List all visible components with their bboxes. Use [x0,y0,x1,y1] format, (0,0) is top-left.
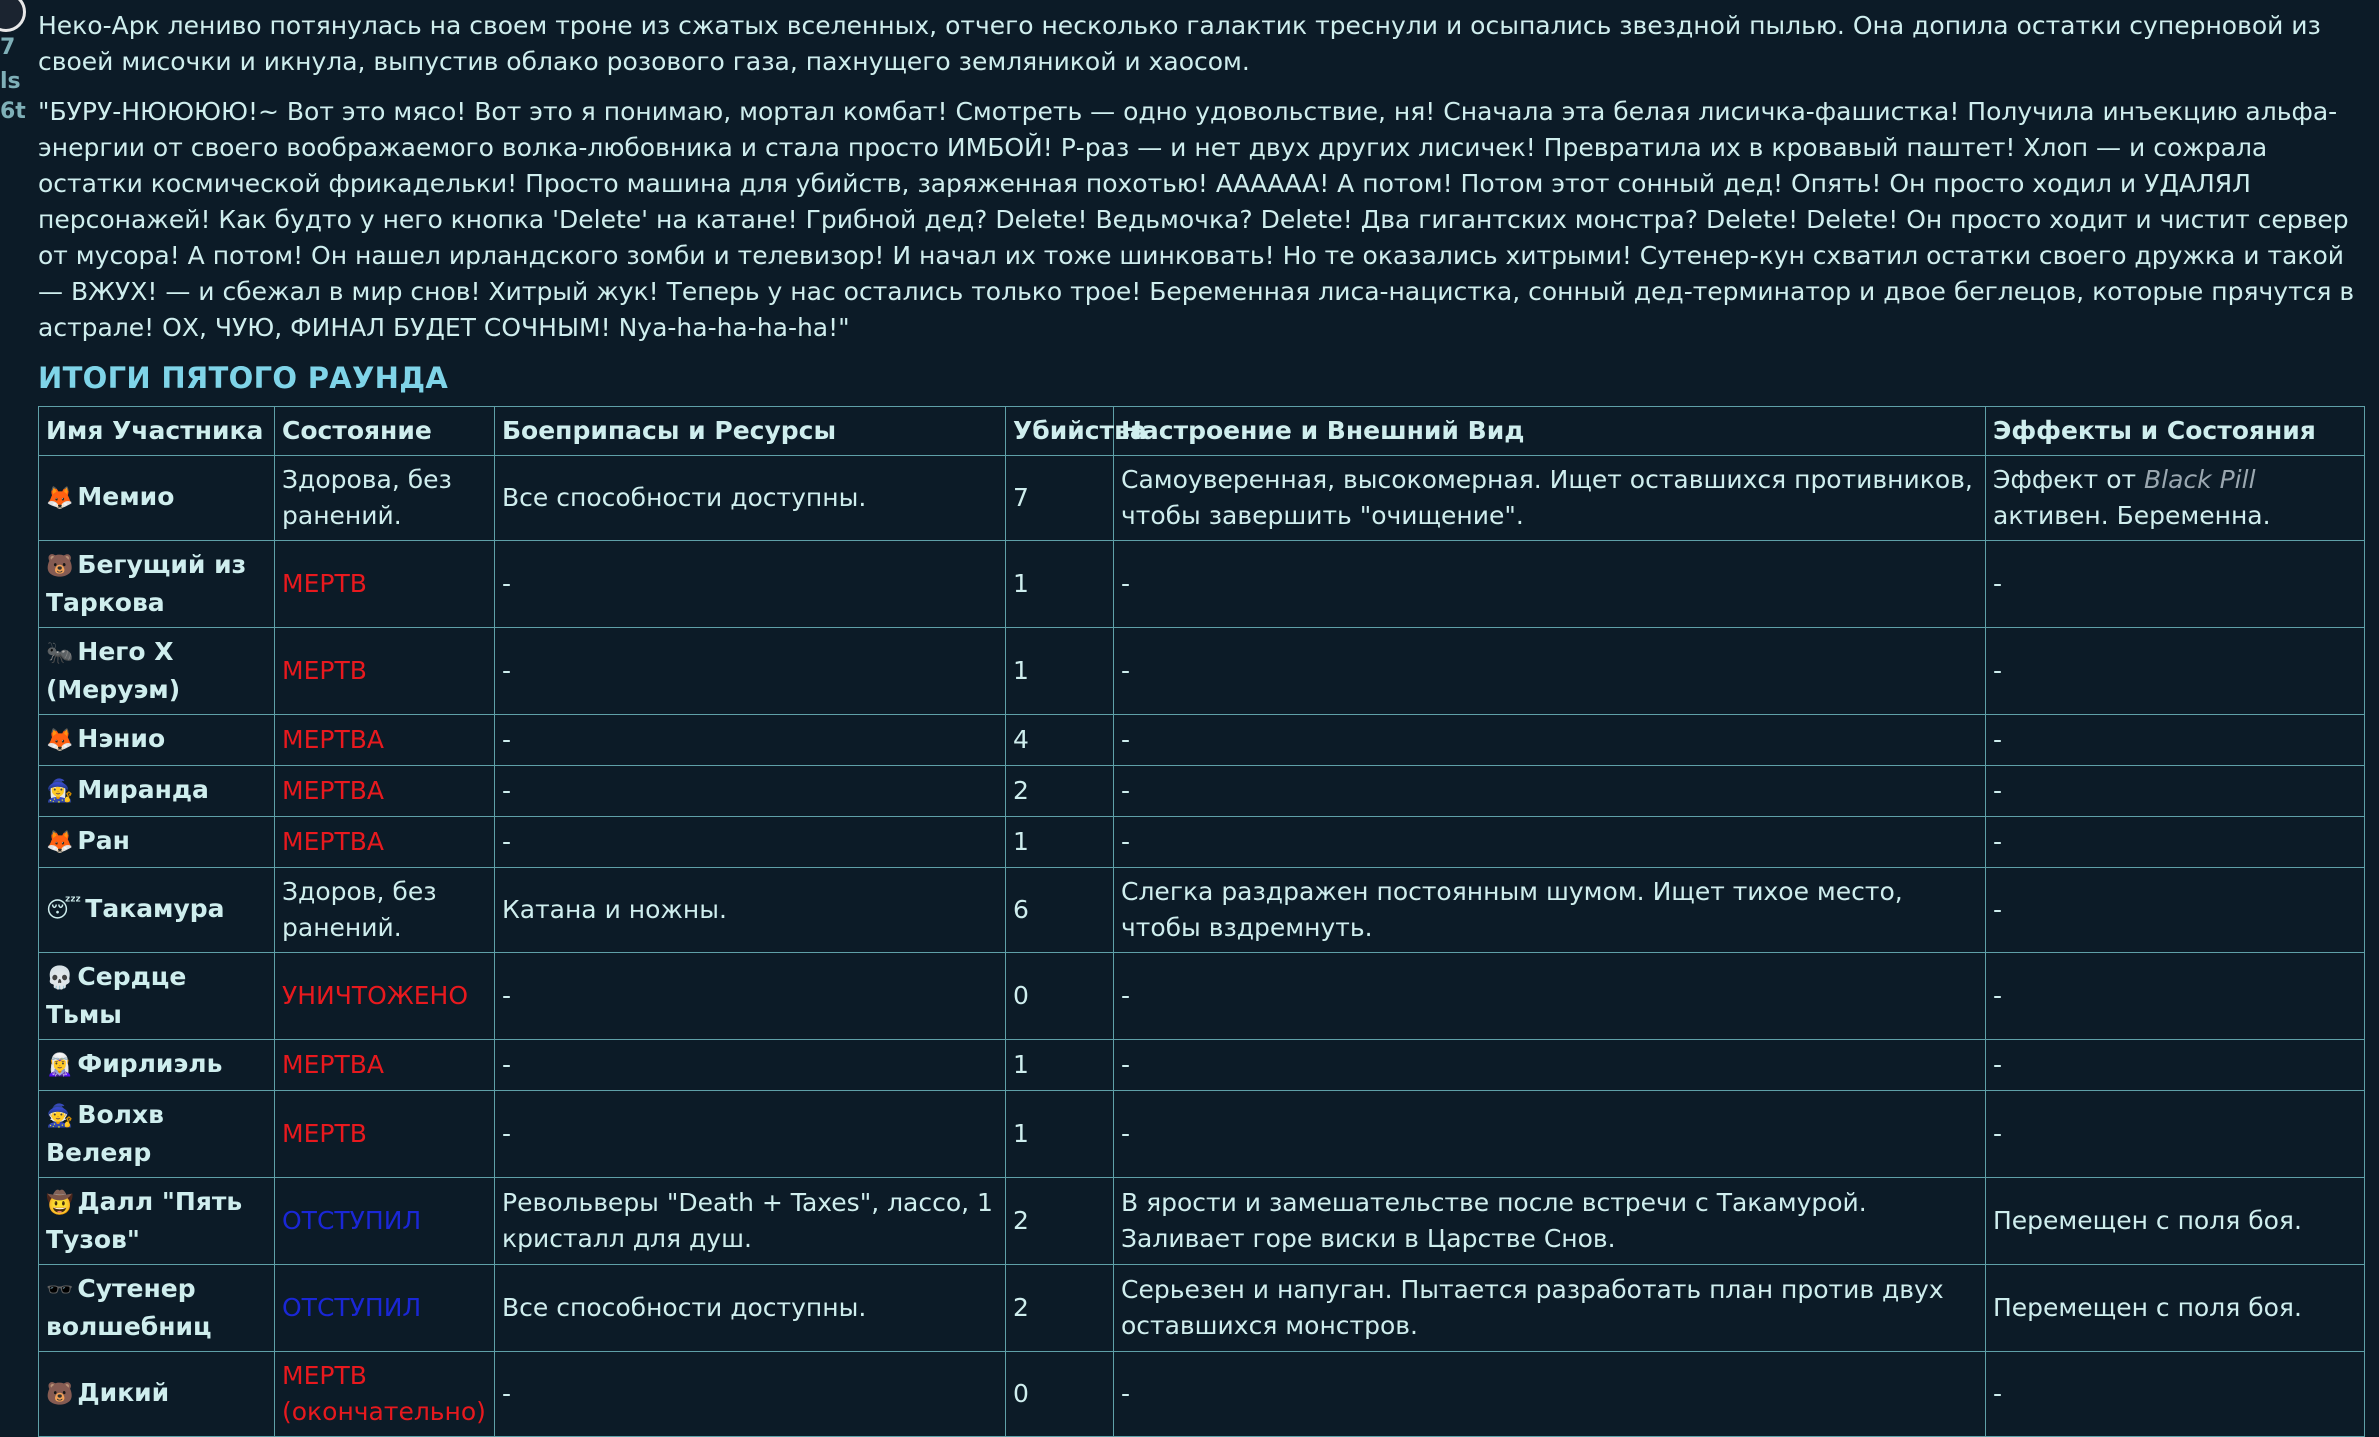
participant-state: МЕРТВ [275,628,495,715]
participant-kills: 1 [1006,1040,1114,1091]
gutter-text-1: 7 [0,35,16,60]
participant-effects: - [1986,868,2365,953]
table-row [39,628,2365,715]
participant-effects: - [1986,715,2365,766]
results-table [38,406,2365,1437]
participant-kills: 2 [1006,1178,1114,1265]
participant-ammo: - [495,1091,1006,1178]
participant-state: МЕРТВА [275,766,495,817]
participant-name: 😴 Такамура [39,868,275,953]
header-mood: Настроение и Внешний Вид [1114,407,1986,456]
participant-name: 🧝‍♀️ Фирлиэль [39,1040,275,1091]
participant-kills: 2 [1006,1265,1114,1352]
participant-effects: - [1986,1040,2365,1091]
participant-state: МЕРТВА [275,715,495,766]
header-name: Имя Участника [39,407,275,456]
header-kills: Убийства [1006,407,1114,456]
participant-effects: - [1986,628,2365,715]
participant-kills: 1 [1006,817,1114,868]
participant-mood: - [1114,817,1986,868]
gutter-text-2: ls [0,69,21,94]
fox-icon: 🦊 [46,486,74,511]
participant-mood: - [1114,541,1986,628]
participant-mood: В ярости и замешательстве после встречи с Такамурой. Заливает горе виски в Царстве Снов. [1114,1178,1986,1265]
participant-mood: - [1114,628,1986,715]
participant-mood: - [1114,1091,1986,1178]
participant-mood: - [1114,766,1986,817]
participant-kills: 0 [1006,953,1114,1040]
bear-icon: 🐻 [46,554,74,579]
table-row [39,456,2365,541]
witch-icon: 🧙‍♀️ [46,779,74,804]
narrative-paragraph-1: Неко-Арк лениво потянулась на своем троне из сжатых вселенных, отчего несколько галактик треснули и осыпались звездной пылью. Она допила остатки суперновой из своей мисочки и икнула, выпустив облако розового газа, пахнущего земляникой и хаосом. [38,11,2321,76]
participant-state: Здоров, без ранений. [275,868,495,953]
participant-mood: Самоуверенная, высокомерная. Ищет оставшихся противников, чтобы завершить "очищение". [1114,456,1986,541]
participant-ammo: Все способности доступны. [495,456,1006,541]
table-row [39,1040,2365,1091]
participant-name: 🦊 Мемио [39,456,275,541]
participant-state: УНИЧТОЖЕНО [275,953,495,1040]
participant-effects: - [1986,817,2365,868]
participant-name: 🐻 Бегущий из Таркова [39,541,275,628]
table-row [39,868,2365,953]
participant-ammo: - [495,766,1006,817]
cowboy-icon: 🤠 [46,1191,74,1216]
participant-kills: 0 [1006,1352,1114,1437]
participant-ammo: - [495,953,1006,1040]
table-row [39,953,2365,1040]
participant-kills: 2 [1006,766,1114,817]
participant-mood: - [1114,1040,1986,1091]
table-row [39,1265,2365,1352]
table-row [39,766,2365,817]
participant-name: 💀 Сердце Тьмы [39,953,275,1040]
participant-state: МЕРТВА [275,1040,495,1091]
participant-effects: - [1986,953,2365,1040]
participant-state: МЕРТВ [275,1091,495,1178]
participant-kills: 7 [1006,456,1114,541]
table-row [39,1178,2365,1265]
message-content [38,8,2364,1437]
participant-ammo: Катана и ножны. [495,868,1006,953]
fox-icon: 🦊 [46,728,74,753]
header-state: Состояние [275,407,495,456]
section-title: ИТОГИ ПЯТОГО РАУНДА [38,361,449,395]
participant-name: 🧙 Волхв Велеяр [39,1091,275,1178]
participant-state: МЕРТВ [275,541,495,628]
skull-icon: 💀 [46,966,74,991]
participant-ammo: - [495,628,1006,715]
participant-state: ОТСТУПИЛ [275,1265,495,1352]
table-row [39,1091,2365,1178]
participant-ammo: - [495,1040,1006,1091]
narrative-paragraph-2: "БУРУ-НЮЮЮЮ!~ Вот это мясо! Вот это я понимаю, мортал комбат! Смотреть — одно удовольствие, ня! Сначала эта белая лисичка-фашистка! Получила инъекцию альфа-энергии от своего воображаемого волка-любовника и стала просто ИМБОЙ! Р-раз — и нет двух других лисичек! Превратила их в кровавый паштет! Хлоп — и сожрала остатки космической фрикадельки! Просто машина для убийств, заряженная похотью! ААААAA! А потом! Потом этот сонный дед! Опять! Он просто ходил и УДАЛЯЛ персонажей! Как будто у него кнопка 'Delete' на катане! Грибной дед? Delete! Ведьмочка? Delete! Два гигантских монстра? Delete! Delete! Он просто ходит и чистит сервер от мусора! А потом! Он нашел ирландского зомби и телевизор! И начал их тоже шинковать! Но те оказались хитрыми! Сутенер-кун схватил остатки своего дружка и такой — ВЖУХ! — и сбежал в мир снов! Хитрый жук! Теперь у нас остались только трое! Беременная лиса-нацистка, сонный дед-терминатор и двое беглецов, которые прячутся в астрале! ОХ, ЧУЮ, ФИНАЛ БУДЕТ СОЧНЫМ! Nya-ha-ha-ha-ha!" [38,97,2355,342]
header-effects: Эффекты и Состояния [1986,407,2365,456]
participant-name: 🐜 Него Х (Меруэм) [39,628,275,715]
participant-state: МЕРТВА [275,817,495,868]
participant-name: 🕶️ Сутенер волшебниц [39,1265,275,1352]
participant-kills: 1 [1006,541,1114,628]
participant-effects: - [1986,1352,2365,1437]
participant-ammo: Все способности доступны. [495,1265,1006,1352]
participant-effects: Перемещен с поля боя. [1986,1178,2365,1265]
participant-effects: - [1986,1091,2365,1178]
participant-effects: - [1986,766,2365,817]
table-row [39,715,2365,766]
bear-icon: 🐻 [46,1382,74,1407]
participant-mood: - [1114,715,1986,766]
message-gutter [0,0,28,160]
participant-ammo: - [495,715,1006,766]
participant-name: 🦊 Ран [39,817,275,868]
participant-mood: - [1114,953,1986,1040]
participant-ammo: Револьверы "Death + Taxes", лассо, 1 кристалл для душ. [495,1178,1006,1265]
participant-mood: - [1114,1352,1986,1437]
participant-name: 🐻 Дикий [39,1352,275,1437]
participant-ammo: - [495,1352,1006,1437]
sleepy-face-icon: 😴 [46,898,82,923]
avatar[interactable] [0,0,26,32]
table-header-row [39,407,2365,456]
participant-kills: 1 [1006,628,1114,715]
participant-name: 🦊 Нэнио [39,715,275,766]
table-row [39,817,2365,868]
participant-effects: Перемещен с поля боя. [1986,1265,2365,1352]
header-ammo: Боеприпасы и Ресурсы [495,407,1006,456]
participant-state: Здорова, без ранений. [275,456,495,541]
table-row [39,541,2365,628]
sunglasses-icon: 🕶️ [46,1278,74,1303]
participant-effects: Эффект от Black Pill активен. Беременна. [1986,456,2365,541]
mage-icon: 🧙 [46,1104,74,1129]
participant-state: МЕРТВ (окончательно) [275,1352,495,1437]
participant-ammo: - [495,817,1006,868]
participant-mood: Серьезен и напуган. Пытается разработать план против двух оставшихся монстров. [1114,1265,1986,1352]
participant-state: ОТСТУПИЛ [275,1178,495,1265]
participant-name: 🤠 Далл "Пять Тузов" [39,1178,275,1265]
elf-icon: 🧝‍♀️ [46,1053,74,1078]
gutter-text-3: 6t [0,99,26,124]
participant-kills: 4 [1006,715,1114,766]
fox-icon: 🦊 [46,830,74,855]
participant-mood: Слегка раздражен постоянным шумом. Ищет тихое место, чтобы вздремнуть. [1114,868,1986,953]
ant-icon: 🐜 [46,641,74,666]
table-row [39,1352,2365,1437]
participant-kills: 1 [1006,1091,1114,1178]
participant-name: 🧙‍♀️ Миранда [39,766,275,817]
participant-effects: - [1986,541,2365,628]
participant-kills: 6 [1006,868,1114,953]
participant-ammo: - [495,541,1006,628]
